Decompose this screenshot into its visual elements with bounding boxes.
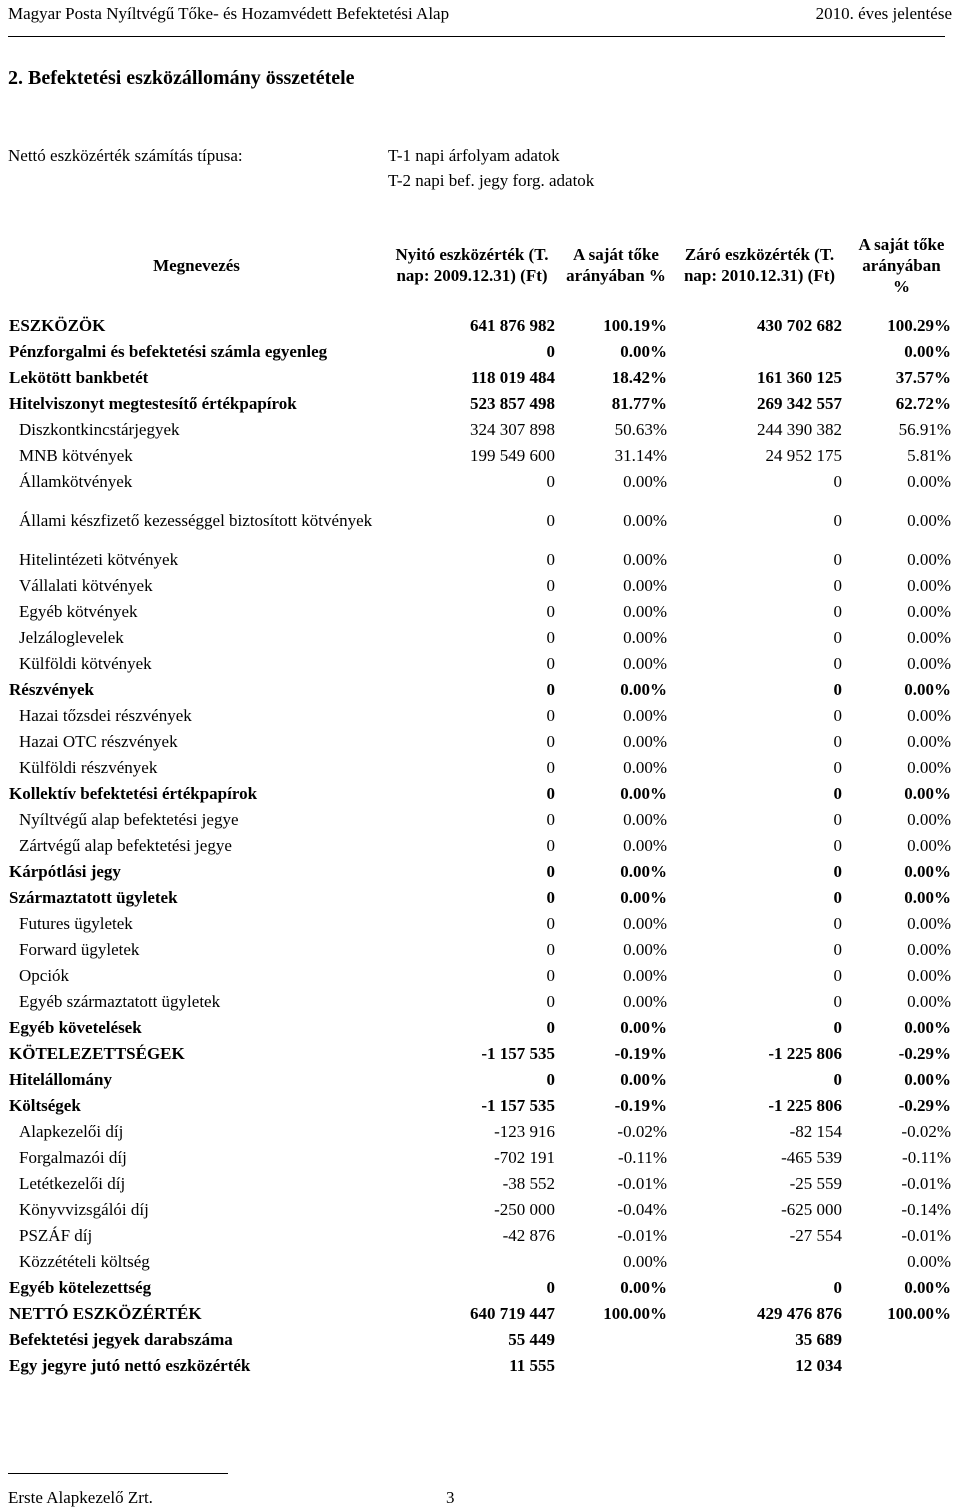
closing-ratio-cell: 37.57% bbox=[895, 368, 951, 387]
table-row bbox=[4, 911, 956, 937]
opening-value-cell: 0 bbox=[546, 550, 555, 569]
opening-ratio-cell: 81.77% bbox=[611, 394, 667, 413]
opening-value-cell: 0 bbox=[546, 992, 555, 1011]
opening-value-cell: 0 bbox=[546, 511, 555, 530]
header-fund-name: Magyar Posta Nyíltvégű Tőke- és Hozamvédett Befektetési Alap bbox=[8, 4, 450, 23]
opening-value-cell: 118 019 484 bbox=[470, 368, 555, 387]
opening-value-cell: -42 876 bbox=[502, 1226, 555, 1245]
table-row bbox=[4, 755, 956, 781]
closing-value-cell: 0 bbox=[833, 1018, 842, 1037]
closing-ratio-cell: 0.00% bbox=[907, 992, 951, 1011]
closing-ratio-cell: 0.00% bbox=[907, 732, 951, 751]
table-row bbox=[4, 417, 956, 443]
opening-value-cell: 0 bbox=[546, 758, 555, 777]
opening-value-cell: 0 bbox=[546, 602, 555, 621]
table-row bbox=[4, 1249, 956, 1275]
opening-value-cell: 199 549 600 bbox=[470, 446, 555, 465]
closing-ratio-cell: 0.00% bbox=[907, 914, 951, 933]
row-name-cell: Nyíltvégű alap befektetési jegye bbox=[19, 810, 239, 829]
table-row bbox=[4, 1041, 956, 1067]
section-title: 2. Befektetési eszközállomány összetétele bbox=[8, 67, 355, 89]
closing-value-cell: 0 bbox=[833, 992, 842, 1011]
closing-ratio-cell: 0.00% bbox=[907, 576, 951, 595]
opening-value-cell: 641 876 982 bbox=[470, 316, 555, 335]
closing-ratio-cell: 0.00% bbox=[904, 1018, 951, 1037]
closing-ratio-cell: 0.00% bbox=[904, 342, 951, 361]
row-name-cell: Egyéb származtatott ügyletek bbox=[19, 992, 221, 1011]
opening-ratio-cell: 0.00% bbox=[623, 732, 667, 751]
closing-ratio-cell: 0.00% bbox=[907, 966, 951, 985]
opening-ratio-cell bbox=[560, 1327, 672, 1353]
closing-ratio-cell: 0.00% bbox=[904, 680, 951, 699]
closing-ratio-cell: 100.00% bbox=[887, 1304, 951, 1323]
row-name-cell: Államkötvények bbox=[19, 472, 133, 491]
table-row bbox=[4, 1301, 956, 1327]
opening-ratio-cell: 0.00% bbox=[623, 914, 667, 933]
opening-value-cell: 0 bbox=[546, 862, 555, 881]
row-name-cell: Pénzforgalmi és befektetési számla egyenleg bbox=[9, 342, 328, 361]
table-row bbox=[4, 703, 956, 729]
closing-ratio-cell: 100.29% bbox=[887, 316, 951, 335]
closing-ratio-cell: 0.00% bbox=[907, 706, 951, 725]
opening-ratio-cell: 0.00% bbox=[623, 602, 667, 621]
closing-ratio-cell: 0.00% bbox=[904, 888, 951, 907]
closing-value-cell: 161 360 125 bbox=[757, 368, 842, 387]
closing-ratio-cell: 0.00% bbox=[904, 1278, 951, 1297]
opening-value-cell: 0 bbox=[546, 1278, 555, 1297]
closing-ratio-cell: 0.00% bbox=[907, 602, 951, 621]
opening-ratio-cell: 0.00% bbox=[623, 628, 667, 647]
opening-ratio-cell: 100.19% bbox=[603, 316, 667, 335]
row-name-cell: Jelzáloglevelek bbox=[19, 628, 124, 647]
opening-value-cell: 0 bbox=[546, 940, 555, 959]
table-row bbox=[4, 781, 956, 807]
row-name-cell: Egy jegyre jutó nettó eszközérték bbox=[9, 1356, 251, 1375]
table-row bbox=[4, 1093, 956, 1119]
closing-value-cell: 0 bbox=[833, 550, 842, 569]
closing-value-cell: 0 bbox=[833, 836, 842, 855]
table-row bbox=[4, 1197, 956, 1223]
col-header-name: Megnevezés bbox=[153, 255, 240, 275]
closing-ratio-cell: -0.02% bbox=[901, 1122, 951, 1141]
row-name-cell: Külföldi részvények bbox=[19, 758, 158, 777]
row-name-cell: Letétkezelői díj bbox=[19, 1174, 126, 1193]
closing-value-cell bbox=[672, 1249, 847, 1275]
row-name-cell: Forward ügyletek bbox=[19, 940, 140, 959]
opening-value-cell: 0 bbox=[546, 1070, 555, 1089]
row-name-cell: Diszkontkincstárjegyek bbox=[19, 420, 180, 439]
table-row bbox=[4, 313, 956, 339]
table-row bbox=[4, 573, 956, 599]
closing-value-cell: 0 bbox=[833, 472, 842, 491]
closing-value-cell: 0 bbox=[833, 602, 842, 621]
closing-value-cell: -1 225 806 bbox=[768, 1096, 842, 1115]
row-name-cell: Állami készfizető kezességgel biztosított kötvények bbox=[19, 511, 373, 530]
opening-ratio-cell: 18.42% bbox=[611, 368, 667, 387]
closing-ratio-cell: 0.00% bbox=[907, 810, 951, 829]
opening-ratio-cell: 0.00% bbox=[620, 888, 667, 907]
header-report-title: 2010. éves jelentése bbox=[815, 4, 952, 23]
table-row bbox=[4, 391, 956, 417]
closing-value-cell: 0 bbox=[833, 1278, 842, 1297]
opening-ratio-cell: 0.00% bbox=[620, 342, 667, 361]
opening-ratio-cell: 0.00% bbox=[623, 758, 667, 777]
table-row bbox=[4, 1275, 956, 1301]
table-row bbox=[4, 599, 956, 625]
opening-value-cell: -1 157 535 bbox=[481, 1044, 555, 1063]
row-name-cell: Származtatott ügyletek bbox=[9, 888, 178, 907]
closing-value-cell: 0 bbox=[833, 940, 842, 959]
opening-ratio-cell: -0.01% bbox=[617, 1226, 667, 1245]
table-row bbox=[4, 1067, 956, 1093]
opening-ratio-cell: 0.00% bbox=[620, 1278, 667, 1297]
table-row bbox=[4, 625, 956, 651]
closing-ratio-cell: -0.29% bbox=[898, 1044, 951, 1063]
asset-composition-table bbox=[4, 217, 956, 1379]
col-header-closing-ratio: A saját tőke arányában % bbox=[858, 234, 945, 296]
closing-ratio-cell: 0.00% bbox=[907, 1252, 951, 1271]
opening-ratio-cell: 0.00% bbox=[623, 550, 667, 569]
opening-value-cell: 0 bbox=[546, 342, 555, 361]
table-row bbox=[4, 1171, 956, 1197]
row-name-cell: Hazai OTC részvények bbox=[19, 732, 178, 751]
closing-value-cell: 0 bbox=[833, 966, 842, 985]
table-row bbox=[4, 937, 956, 963]
table-row bbox=[4, 1327, 956, 1353]
closing-value-cell: 0 bbox=[833, 784, 842, 803]
opening-value-cell: 324 307 898 bbox=[470, 420, 555, 439]
row-name-cell: NETTÓ ESZKÖZÉRTÉK bbox=[9, 1304, 202, 1323]
opening-value-cell: -250 000 bbox=[494, 1200, 555, 1219]
opening-value-cell: 0 bbox=[546, 966, 555, 985]
closing-ratio-cell bbox=[847, 1327, 956, 1353]
opening-ratio-cell: 0.00% bbox=[623, 836, 667, 855]
table-row bbox=[4, 469, 956, 495]
opening-value-cell: 0 bbox=[546, 836, 555, 855]
table-row bbox=[4, 963, 956, 989]
opening-ratio-cell: 0.00% bbox=[623, 576, 667, 595]
row-name-cell: Külföldi kötvények bbox=[19, 654, 152, 673]
col-header-opening-ratio: A saját tőke arányában % bbox=[566, 245, 666, 285]
row-name-cell: KÖTELEZETTSÉGEK bbox=[9, 1044, 185, 1063]
closing-ratio-cell: -0.14% bbox=[901, 1200, 951, 1219]
closing-ratio-cell: 0.00% bbox=[904, 1070, 951, 1089]
closing-value-cell: 429 476 876 bbox=[757, 1304, 842, 1323]
closing-ratio-cell: 0.00% bbox=[907, 628, 951, 647]
opening-value-cell: 0 bbox=[546, 628, 555, 647]
row-name-cell: Költségek bbox=[9, 1096, 81, 1115]
opening-value-cell: 0 bbox=[546, 680, 555, 699]
opening-value-cell: 0 bbox=[546, 576, 555, 595]
table-row bbox=[4, 807, 956, 833]
opening-ratio-cell: 50.63% bbox=[614, 420, 667, 439]
opening-value-cell: 0 bbox=[546, 888, 555, 907]
closing-ratio-cell: 0.00% bbox=[907, 654, 951, 673]
closing-ratio-cell: 5.81% bbox=[907, 446, 951, 465]
opening-ratio-cell: 0.00% bbox=[623, 1252, 667, 1271]
row-name-cell: ESZKÖZÖK bbox=[9, 316, 106, 335]
table-row bbox=[4, 1119, 956, 1145]
row-name-cell: Egyéb kötelezettség bbox=[9, 1278, 152, 1297]
opening-ratio-cell: 0.00% bbox=[623, 992, 667, 1011]
row-name-cell: Egyéb követelések bbox=[9, 1018, 142, 1037]
row-name-cell: Forgalmazói díj bbox=[19, 1148, 127, 1167]
table-header-row bbox=[4, 217, 956, 313]
row-name-cell: Futures ügyletek bbox=[19, 914, 133, 933]
opening-value-cell bbox=[384, 1249, 560, 1275]
row-name-cell: Vállalati kötvények bbox=[19, 576, 153, 595]
closing-value-cell: 35 689 bbox=[795, 1330, 842, 1349]
opening-value-cell: 0 bbox=[546, 732, 555, 751]
closing-value-cell: -625 000 bbox=[781, 1200, 842, 1219]
opening-value-cell: 0 bbox=[546, 654, 555, 673]
opening-value-cell: 11 555 bbox=[509, 1356, 555, 1375]
closing-ratio-cell: 0.00% bbox=[904, 862, 951, 881]
row-name-cell: PSZÁF díj bbox=[19, 1226, 93, 1245]
opening-value-cell: 55 449 bbox=[508, 1330, 555, 1349]
nav-calc-label: Nettó eszközérték számítás típusa: bbox=[8, 146, 243, 165]
closing-value-cell: 0 bbox=[833, 1070, 842, 1089]
closing-value-cell: -1 225 806 bbox=[768, 1044, 842, 1063]
opening-value-cell: 0 bbox=[546, 810, 555, 829]
closing-ratio-cell: 62.72% bbox=[895, 394, 951, 413]
closing-ratio-cell: -0.01% bbox=[901, 1174, 951, 1193]
page-number: 3 bbox=[446, 1488, 455, 1507]
table-row bbox=[4, 859, 956, 885]
row-name-cell: Könyvvizsgálói díj bbox=[19, 1200, 149, 1219]
closing-value-cell: 24 952 175 bbox=[765, 446, 842, 465]
closing-value-cell: 0 bbox=[833, 706, 842, 725]
opening-ratio-cell: 0.00% bbox=[623, 966, 667, 985]
table-row bbox=[4, 1015, 956, 1041]
table-row bbox=[4, 677, 956, 703]
closing-value-cell: -27 554 bbox=[789, 1226, 842, 1245]
closing-value-cell: -25 559 bbox=[789, 1174, 842, 1193]
closing-value-cell: 0 bbox=[833, 680, 842, 699]
row-name-cell: Hitelintézeti kötvények bbox=[19, 550, 179, 569]
closing-ratio-cell: -0.01% bbox=[901, 1226, 951, 1245]
row-name-cell: Alapkezelői díj bbox=[19, 1122, 124, 1141]
table-row bbox=[4, 1353, 956, 1379]
table-row bbox=[4, 443, 956, 469]
closing-ratio-cell: 56.91% bbox=[898, 420, 951, 439]
opening-value-cell: 523 857 498 bbox=[470, 394, 555, 413]
row-name-cell: Hazai tőzsdei részvények bbox=[19, 706, 192, 725]
row-name-cell: Hitelállomány bbox=[9, 1070, 112, 1089]
closing-value-cell: 0 bbox=[833, 628, 842, 647]
footer-company: Erste Alapkezelő Zrt. bbox=[8, 1488, 153, 1507]
nav-calc-value-1: T-1 napi árfolyam adatok bbox=[388, 146, 560, 165]
closing-ratio-cell: 0.00% bbox=[907, 550, 951, 569]
closing-value-cell: 0 bbox=[833, 888, 842, 907]
opening-ratio-cell: 0.00% bbox=[620, 1070, 667, 1089]
closing-value-cell: 0 bbox=[833, 576, 842, 595]
closing-value-cell: 0 bbox=[833, 862, 842, 881]
opening-ratio-cell: -0.01% bbox=[617, 1174, 667, 1193]
opening-ratio-cell: 0.00% bbox=[620, 784, 667, 803]
opening-value-cell: 0 bbox=[546, 472, 555, 491]
table-row bbox=[4, 495, 956, 547]
table-row bbox=[4, 339, 956, 365]
closing-value-cell: 0 bbox=[833, 758, 842, 777]
closing-value-cell: 12 034 bbox=[795, 1356, 842, 1375]
opening-ratio-cell: -0.19% bbox=[614, 1044, 667, 1063]
closing-value-cell: -465 539 bbox=[781, 1148, 842, 1167]
header-divider bbox=[8, 36, 945, 37]
opening-value-cell: 0 bbox=[546, 706, 555, 725]
row-name-cell: Egyéb kötvények bbox=[19, 602, 138, 621]
row-name-cell: Részvények bbox=[9, 680, 94, 699]
table-row bbox=[4, 651, 956, 677]
row-name-cell: Kollektív befektetési értékpapírok bbox=[9, 784, 258, 803]
closing-value-cell: 244 390 382 bbox=[757, 420, 842, 439]
opening-ratio-cell: 0.00% bbox=[623, 511, 667, 530]
opening-ratio-cell bbox=[560, 1353, 672, 1379]
opening-value-cell: -38 552 bbox=[502, 1174, 555, 1193]
opening-ratio-cell: 0.00% bbox=[620, 1018, 667, 1037]
closing-value-cell: 0 bbox=[833, 732, 842, 751]
row-name-cell: Lekötött bankbetét bbox=[9, 368, 149, 387]
row-name-cell: Opciók bbox=[19, 966, 70, 985]
table-row bbox=[4, 833, 956, 859]
closing-ratio-cell: 0.00% bbox=[904, 784, 951, 803]
closing-value-cell: 269 342 557 bbox=[757, 394, 842, 413]
opening-ratio-cell: -0.02% bbox=[617, 1122, 667, 1141]
table-row bbox=[4, 547, 956, 573]
opening-ratio-cell: -0.11% bbox=[618, 1148, 667, 1167]
closing-value-cell: 0 bbox=[833, 810, 842, 829]
closing-ratio-cell: 0.00% bbox=[907, 836, 951, 855]
opening-ratio-cell: 0.00% bbox=[620, 862, 667, 881]
opening-value-cell: 0 bbox=[546, 1018, 555, 1037]
opening-ratio-cell: 0.00% bbox=[620, 680, 667, 699]
nav-calc-value-2: T-2 napi bef. jegy forg. adatok bbox=[388, 171, 595, 190]
closing-ratio-cell: 0.00% bbox=[907, 758, 951, 777]
closing-ratio-cell: 0.00% bbox=[907, 472, 951, 491]
closing-value-cell: 0 bbox=[833, 511, 842, 530]
opening-ratio-cell: -0.04% bbox=[617, 1200, 667, 1219]
opening-ratio-cell: 0.00% bbox=[623, 940, 667, 959]
opening-value-cell: 640 719 447 bbox=[470, 1304, 555, 1323]
closing-ratio-cell: -0.11% bbox=[902, 1148, 951, 1167]
table-row bbox=[4, 365, 956, 391]
opening-value-cell: -123 916 bbox=[494, 1122, 555, 1141]
opening-ratio-cell: 0.00% bbox=[623, 810, 667, 829]
table-row bbox=[4, 885, 956, 911]
row-name-cell: Kárpótlási jegy bbox=[9, 862, 121, 881]
table-row bbox=[4, 989, 956, 1015]
opening-ratio-cell: 0.00% bbox=[623, 472, 667, 491]
opening-ratio-cell: -0.19% bbox=[614, 1096, 667, 1115]
opening-ratio-cell: 0.00% bbox=[623, 706, 667, 725]
closing-ratio-cell bbox=[847, 1353, 956, 1379]
opening-ratio-cell: 0.00% bbox=[623, 654, 667, 673]
row-name-cell: Befektetési jegyek darabszáma bbox=[9, 1330, 233, 1349]
opening-ratio-cell: 31.14% bbox=[614, 446, 667, 465]
row-name-cell: Hitelviszonyt megtestesítő értékpapírok bbox=[9, 394, 297, 413]
table-row bbox=[4, 1223, 956, 1249]
col-header-closing-value: Záró eszközérték (T. nap: 2010.12.31) (Ft) bbox=[683, 245, 836, 285]
closing-value-cell: -82 154 bbox=[789, 1122, 842, 1141]
table-row bbox=[4, 729, 956, 755]
closing-value-cell: 430 702 682 bbox=[757, 316, 842, 335]
page-header bbox=[8, 0, 952, 28]
closing-value-cell: 0 bbox=[833, 654, 842, 673]
opening-value-cell: 0 bbox=[546, 784, 555, 803]
row-name-cell: Zártvégű alap befektetési jegye bbox=[19, 836, 232, 855]
closing-ratio-cell: 0.00% bbox=[907, 940, 951, 959]
opening-ratio-cell: 100.00% bbox=[603, 1304, 667, 1323]
opening-value-cell: 0 bbox=[546, 914, 555, 933]
closing-ratio-cell: -0.29% bbox=[898, 1096, 951, 1115]
footer-divider bbox=[8, 1473, 228, 1474]
closing-ratio-cell: 0.00% bbox=[907, 511, 951, 530]
col-header-opening-value: Nyitó eszközérték (T. nap: 2009.12.31) (Ft) bbox=[395, 245, 549, 285]
table-row bbox=[4, 1145, 956, 1171]
opening-value-cell: -1 157 535 bbox=[481, 1096, 555, 1115]
row-name-cell: Közzétételi költség bbox=[19, 1252, 150, 1271]
row-name-cell: MNB kötvények bbox=[19, 446, 133, 465]
closing-value-cell: 0 bbox=[833, 914, 842, 933]
closing-value-cell bbox=[672, 339, 847, 365]
opening-value-cell: -702 191 bbox=[494, 1148, 555, 1167]
